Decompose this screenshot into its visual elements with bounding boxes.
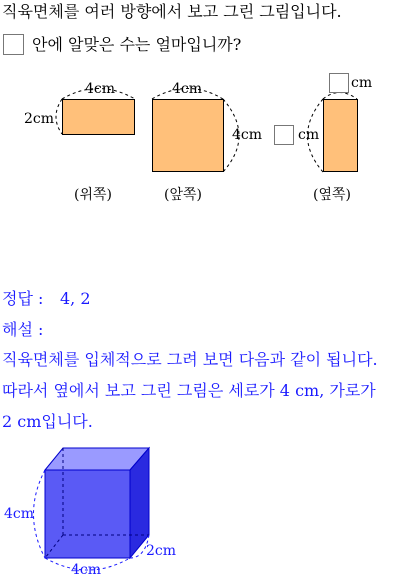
front-view-width-label: 4cm: [172, 81, 203, 97]
side-view-height-unit: cm: [298, 127, 320, 143]
front-view-caption: (앞쪽): [164, 187, 202, 203]
top-view-width-label: 4cm: [85, 81, 116, 97]
explanation-line-3: 2 cm입니다.: [2, 412, 93, 431]
explanation-label: 해설 :: [2, 320, 44, 339]
cube-depth-label: 2cm: [146, 543, 177, 559]
top-view-height-label: 2cm: [24, 111, 55, 127]
explanation-line-2: 따라서 옆에서 보고 그린 그림은 세로가 4 cm, 가로가: [2, 381, 376, 400]
top-view-caption: (위쪽): [74, 187, 112, 203]
cube-width-label: 4cm: [71, 562, 102, 578]
answer-label: 정답 :: [2, 289, 44, 308]
question-line-2: 안에 알맞은 수는 얼마입니까?: [32, 35, 242, 54]
side-view-caption: (옆쪽): [313, 187, 351, 203]
cube-height-label: 4cm: [4, 506, 35, 522]
explanation-line-1: 직육면체를 입체적으로 그려 보면 다음과 같이 됩니다.: [2, 350, 378, 369]
front-view-height-label: 4cm: [232, 127, 263, 143]
answer-value: 4, 2: [60, 289, 91, 308]
side-view-width-unit: cm: [351, 75, 373, 91]
question-line-1: 직육면체를 여러 방향에서 보고 그린 그림입니다.: [2, 2, 342, 21]
